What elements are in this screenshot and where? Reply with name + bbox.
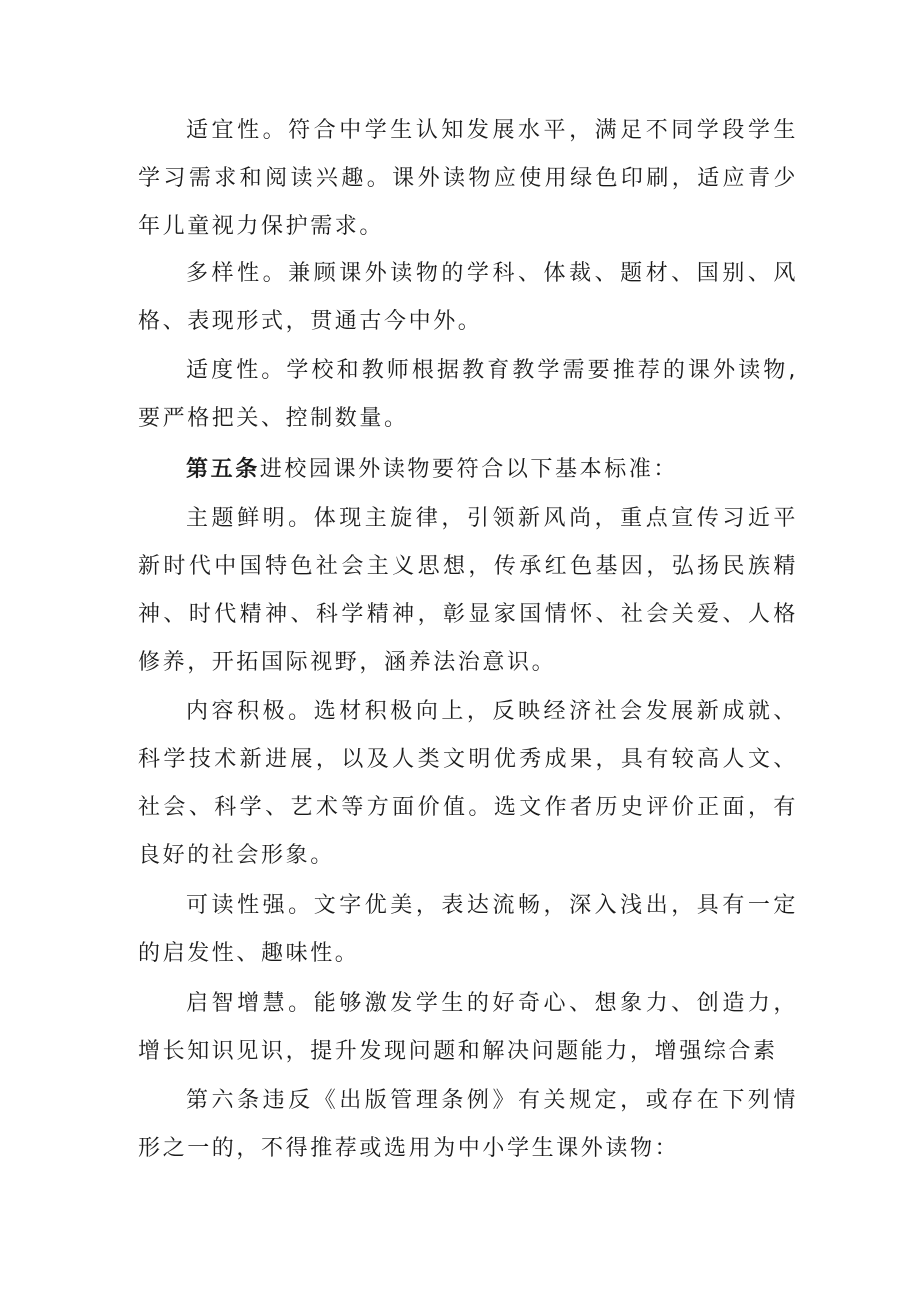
paragraph-text: 启智增慧。能够激发学生的好奇心、想象力、创造力，增长知识见识，提升发现问题和解决问题能力，增强综合素	[138, 991, 798, 1064]
paragraph-text: 多样性。兼顾课外读物的学科、体裁、题材、国别、风格、表现形式，贯通古今中外。	[138, 261, 798, 334]
paragraph-diversity	[138, 250, 798, 346]
paragraph-text: 第六条违反《出版管理条例》有关规定，或存在下列情形之一的，不得推荐或选用为中小学生课外读物：	[138, 1088, 798, 1161]
paragraph-wisdom	[138, 980, 798, 1076]
paragraph-clear-theme	[138, 495, 798, 687]
paragraph-positive-content	[138, 688, 798, 880]
paragraph-readability	[138, 882, 798, 978]
paragraph-text: 主题鲜明。体现主旋律，引领新风尚，重点宣传习近平新时代中国特色社会主义思想，传承红色基因，弘扬民族精神、时代精神、科学精神，彰显家国情怀、社会关爱、人格修养，开拓国际视野，涵养法治意识。	[138, 506, 798, 675]
paragraph-text: 适度性。学校和教师根据教育教学需要推荐的课外读物,要严格把关、控制数量。	[138, 358, 798, 431]
paragraph-moderation	[138, 347, 798, 443]
paragraph-text: 适宜性。符合中学生认知发展水平，满足不同学段学生学习需求和阅读兴趣。课外读物应使用绿色印刷，适应青少年儿童视力保护需求。	[138, 118, 798, 239]
paragraph-text: 可读性强。文字优美，表达流畅，深入浅出，具有一定的启发性、趣味性。	[138, 893, 798, 966]
paragraph-text: 进校园课外读物要符合以下基本标准：	[259, 457, 679, 482]
paragraph-suitability	[138, 107, 798, 251]
article-five-heading	[138, 446, 798, 494]
paragraph-text: 内容积极。选材积极向上，反映经济社会发展新成就、科学技术新进展，以及人类文明优秀成果，具有较高人文、社会、科学、艺术等方面价值。选文作者历史评价正面，有良好的社会形象。	[138, 699, 798, 868]
article-six	[138, 1077, 798, 1173]
article-number: 第五条	[186, 457, 260, 482]
